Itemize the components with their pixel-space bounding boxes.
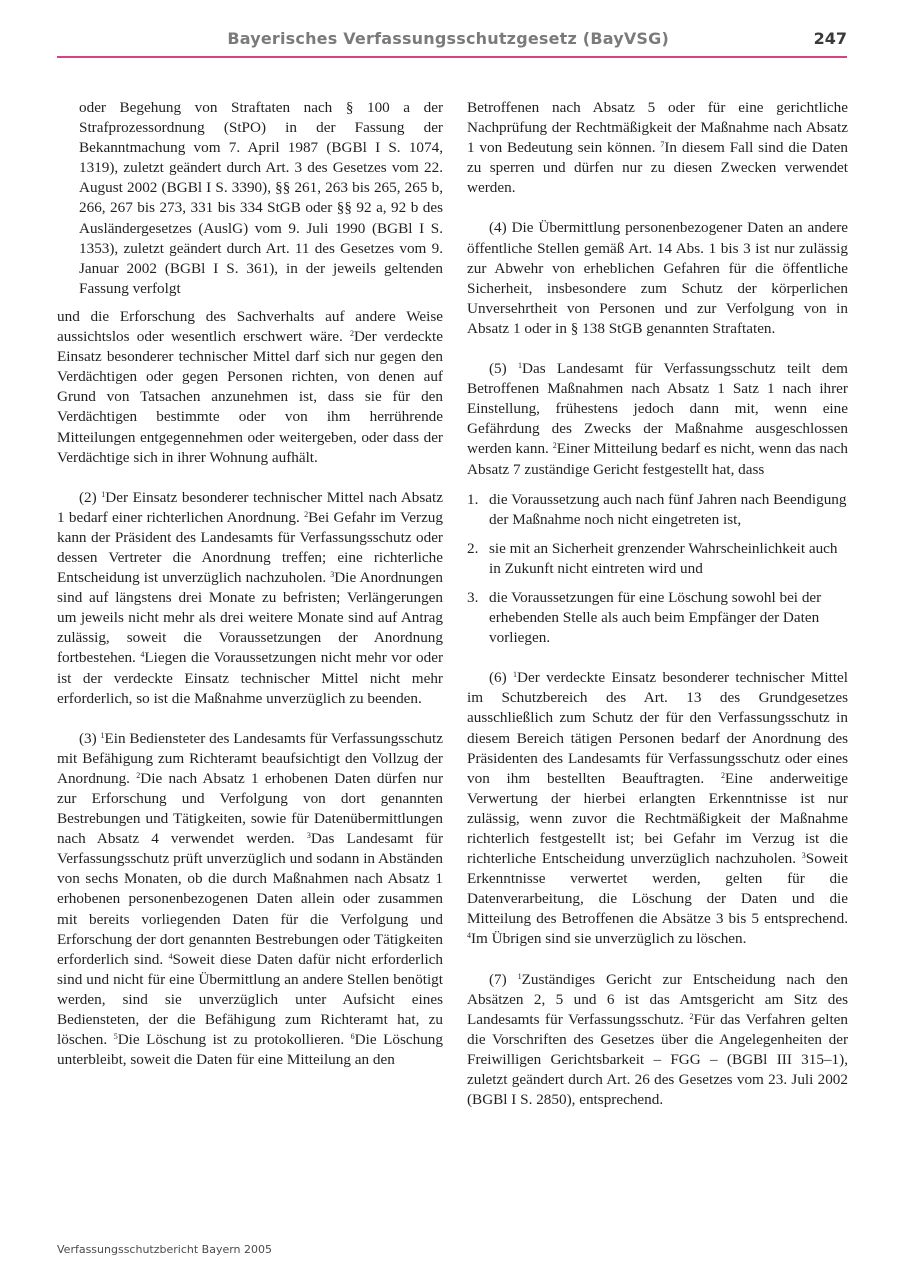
list-item [467,490,848,530]
sentence-text: Soweit Erkenntnisse verwertet werden, gelten für die Datenverarbeitung, die Löschung der Daten und die Mitteilung des Betroffenen die Absätze 3 bis 5 entsprechend. [467,850,848,928]
left-column [57,98,443,1090]
sentence-text: Zuständiges Gericht zur Entscheidung nach den Absätzen 2, 5 und 6 ist das Amtsgericht am Sitz des Landesamts für Verfassungsschutz. [467,970,848,1028]
sentence-number: 7 [660,140,665,150]
sentence-text: Im Übrigen sind sie unverzüglich zu löschen. [471,930,747,948]
sentence-text: Die nach Absatz 1 erhobenen Daten dürfen nur zur Erforschung und Verfolgung von dort genannten Bestrebungen und Tätigkeiten, sowie für Datenübermittlungen nach Absatz 4 verwendet werden. [57,769,444,848]
sentence-number: 2 [552,441,557,451]
sentence-number: 1 [517,361,522,371]
sentence-number: 2 [304,509,309,519]
sentence-number: 1 [101,489,106,499]
sentence-number: 3 [306,831,311,841]
sentence-text: (5) [489,360,518,378]
list-item [467,588,848,648]
paragraph-3-continuation [467,98,848,198]
right-column [467,98,848,1130]
list-item-number: 3. [467,588,479,606]
sentence-number: 3 [330,570,335,580]
sentence-number: 2 [689,1011,694,1021]
sentence-text: Liegen die Voraussetzungen nicht mehr vor oder ist der verdeckte Einsatz technischer Mittel nicht mehr erforderlich, so ist die Maßnahme unverzüglich zu beenden. [57,649,443,707]
sentence-text: Die Löschung ist zu protokollieren. [117,1031,351,1049]
paragraph-5 [467,359,848,480]
paragraph-4 [467,218,848,339]
quoted-provision: oder Begehung von Straftaten nach § 100 a der Strafprozessordnung (StPO) in der Fassung der Bekanntmachung vom 7. April 1987 (BGBl I S. 1074, 1319), zuletzt geändert durch Art. 3 des Gesetzes vom 22. August 2002 (BGBl I S. 3390), §§ 261, 263 bis 265, 265 b, 266, 267 bis 273, 331 bis 334 StGB oder §§ 92 a, 92 b des Ausländergesetzes (AuslG) vom 9. Juli 1990 (BGBl I S. 1353), zuletzt geändert durch Art. 11 des Gesetzes vom 9. Januar 2002 (BGBl I S. 361), in der jeweils geltenden Fassung verfolgt [79,99,443,297]
sentence-text: Eine anderweitige Verwertung der hierbei erlangten Erkenntnisse ist nur zulässig, wenn zuvor die Rechtmäßigkeit der Maßnahme richterlich festgestellt ist; bei Gefahr im Verzug ist die richterliche Entscheidung unverzüglich nachzuholen. [467,769,848,868]
list-item-text: die Voraussetzungen für eine Löschung sowohl bei der erhebenden Stelle als auch beim Empfänger der Daten vorliegen. [489,588,822,647]
paragraph-2 [57,488,443,709]
sentence-number: 3 [801,851,806,861]
sentence-text: (3) [79,729,101,747]
sentence-text: Betroffenen nach Absatz 5 oder für eine gerichtliche Nachprüfung der Rechtmäßigkeit der Maßnahme nach Absatz 1 von Bedeutung sein können. [467,99,848,157]
paragraph-7 [467,970,848,1111]
page-footer: Verfassungsschutzbericht Bayern 2005 [57,1243,273,1256]
sentence-text: (6) [489,669,514,687]
paragraph-3 [57,729,443,1071]
sentence-text: (7) [489,970,518,988]
sentence-number: 2 [349,329,354,339]
sentence-text: Die Löschung unterbleibt, soweit die Daten für eine Mitteilung an den [57,1031,443,1069]
sentence-number: 5 [113,1032,118,1042]
sentence-text: Für das Verfahren gelten die Vorschriften des Gesetzes über die Angelegenheiten der Freiwilligen Gerichtsbarkeit – FGG – (BGBl III 315–1), zuletzt geändert durch Art. 26 des Gesetzes vom 23. Juli 2002 (BGBl I S. 2850), entsprechend. [467,1010,849,1109]
sentence-number: 4 [140,650,145,660]
sentence-number: 2 [136,770,141,780]
sentence-text: In diesem Fall sind die Daten zu sperren und dürfen nur zu diesen Zwecken verwendet werden. [467,139,848,197]
sentence-number: 1 [517,971,522,981]
sentence-text: Soweit diese Daten dafür nicht erforderlich sind und nicht für eine Übermittlung an andere Stellen benötigt werden, sind sie unverzüglich unter Aufsicht eines Bediensteten, der die Befähigung zum Richteramt hat, zu löschen. [57,950,443,1049]
sentence-number: 1 [513,670,518,680]
sentence-text: Der verdeckte Einsatz besonderer technischer Mittel darf sich nur gegen den Verdächtigen oder gegen Personen richten, von denen auf Grund von Tatsachen anzunehmen ist, dass sie für den Verdächtigen bestimmte oder von ihm herrührende Mitteilungen entgegennehmen oder weitergeben, oder dass der Verdächtige sich in ihrer Wohnung aufhält. [57,328,443,466]
paragraph-1-continuation [57,307,443,468]
sentence-text: Das Landesamt für Verfassungsschutz teilt dem Betroffenen Maßnahmen nach Absatz 1 Satz 1 nach ihrer Einstellung, frühestens jedoch dann mit, wenn eine Gefährdung des Zwecks der Maßnahme ausgeschlossen werden kann. [467,360,848,458]
list-item [467,539,848,579]
sentence-text: Einer Mitteilung bedarf es nicht, wenn das nach Absatz 7 zuständige Gericht festgestellt hat, dass [467,440,848,478]
sentence-number: 4 [168,951,173,961]
list-item-text: sie mit an Sicherheit grenzender Wahrscheinlichkeit auch in Zukunft nicht eintreten wird und [489,539,838,577]
sentence-text: Ein Bediensteter des Landesamts für Verfassungsschutz mit Befähigung zum Richteramt beaufsichtigt den Vollzug der Anordnung. [57,729,443,787]
header-title: Bayerisches Verfassungsschutzgesetz (BayVSG) [227,29,669,48]
sentence-text: Der verdeckte Einsatz besonderer technischer Mittel im Schutzbereich des Art. 13 des Grundgesetzes ausschließlich zum Schutz der für den Verfassungsschutz in diesem Bereich tätigen Personen bedarf der Anordnung des Präsidenten des Landesamts für Verfassungsschutz oder eines von ihm bestellten Beauftragten. [467,669,848,787]
sentence-text: (4) Die Übermittlung personenbezogener Daten an andere öffentliche Stellen gemäß Art. 14 Abs. 1 bis 3 ist nur zulässig zur Abwehr von erheblichen Gefahren für die öffentliche Sicherheit, insbesondere zum Schutz der körperlichen Unversehrtheit von Personen und zur Verfolgung von in Absatz 1 oder in § 138 StGB genannten Straftaten. [467,219,848,337]
page-header [57,26,847,58]
sentence-number: 1 [100,730,105,740]
paragraph-5-list [467,490,848,649]
list-item-text: die Voraussetzung auch nach fünf Jahren nach Beendigung der Maßnahme noch nicht eingetreten ist, [489,490,847,528]
sentence-text: Die Anordnungen sind auf längstens drei Monate zu befristen; Verlängerungen um jeweils nicht mehr als drei weitere Monate sind auf Antrag zulässig, soweit die Voraussetzungen der Anordnung fortbestehen. [57,569,443,667]
sentence-text: Der Einsatz besonderer technischer Mittel nach Absatz 1 bedarf einer richterlichen Anordnung. [57,488,444,526]
page-number: 247 [813,29,847,48]
sentence-number: 6 [350,1032,355,1042]
list-item-number: 1. [467,490,479,508]
sentence-text: (2) [79,488,102,506]
sentence-text: Bei Gefahr im Verzug kann der Präsident des Landesamts für Verfassungsschutz oder dessen Vertreter die Anordnung treffen; eine richterliche Entscheidung ist unverzüglich nachzuholen. [57,508,443,587]
sentence-text: und die Erforschung des Sachverhalts auf andere Weise aussichtslos oder wesentlich erschwert wäre. [57,307,443,346]
sentence-number: 4 [467,931,471,941]
list-item-number: 2. [467,539,479,557]
paragraph-6 [467,668,848,949]
sentence-number: 2 [720,770,725,780]
sentence-text: Das Landesamt für Verfassungsschutz prüft unverzüglich und sodann in Abständen von sechs Monaten, ob die durch Maßnahmen nach Absatz 1 erhobenen personenbezogenen Daten allein oder zusammen mit bereits vorliegenden Daten für die Verfolgung und Erforschung der dort genannten Bestrebungen oder Tätigkeiten erforderlich sind. [57,830,443,968]
